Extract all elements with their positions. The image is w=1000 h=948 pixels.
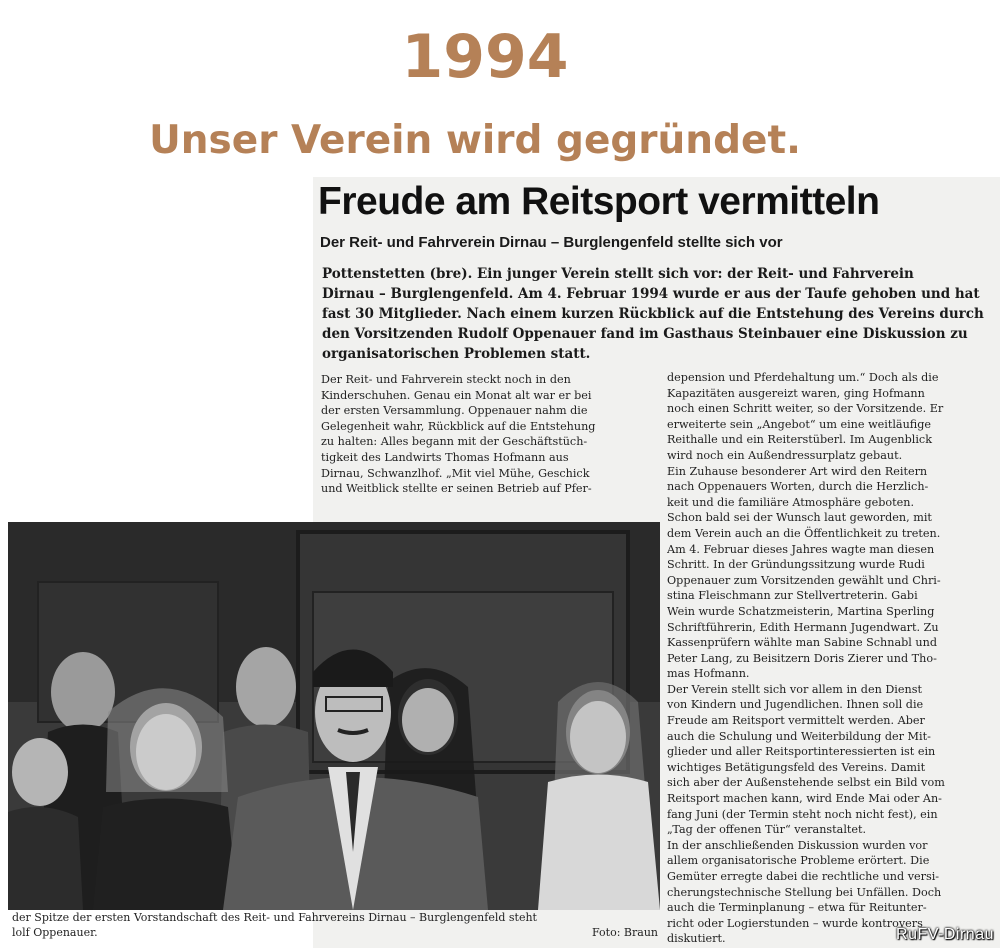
column-line: und Weitblick stellte er seinen Betrieb auf Pfer- <box>321 482 592 496</box>
group-photo <box>8 522 660 910</box>
column-line: erweiterte sein „Angebot“ um eine weitläufige <box>667 417 932 431</box>
lead-line: organisatorischen Problemen statt. <box>322 346 591 362</box>
column-line: von Kindern und Jugendlichen. Ihnen soll die <box>667 698 924 712</box>
column-line: diskutiert. <box>667 932 726 946</box>
column-line: Reitsport machen kann, wird Ende Mai oder An- <box>667 792 942 806</box>
column-line: Freude am Reitsport vermittelt werden. Aber <box>667 714 925 728</box>
column-line: allem organisatorische Probleme erörtert. Die <box>667 854 930 868</box>
article-headline: Freude am Reitsport vermitteln <box>318 180 880 223</box>
column-line: glieder und aller Reitsportinteressierten ist ein <box>667 745 936 759</box>
column-line: Gelegenheit wahr, Rückblick auf die Entstehung <box>321 419 596 433</box>
column-line: Schon bald sei der Wunsch laut geworden, mit <box>667 511 932 525</box>
column-line: Schritt. In der Gründungssitzung wurde Rudi <box>667 558 925 572</box>
lead-line: Dirnau – Burglengenfeld. Am 4. Februar 1994 wurde er aus der Taufe gehoben und hat <box>322 286 980 302</box>
column-line: „Tag der offenen Tür“ veranstaltet. <box>667 823 867 837</box>
article-column-left <box>321 372 656 497</box>
column-line: Oppenauer zum Vorsitzenden gewählt und Chri- <box>667 573 941 587</box>
lead-line: Pottenstetten (bre). Ein junger Verein stellt sich vor: der Reit- und Fahrverein <box>322 266 914 282</box>
lead-line: den Vorsitzenden Rudolf Oppenauer fand im Gasthaus Steinbauer eine Diskussion zu <box>322 326 968 342</box>
column-line: Der Reit- und Fahrverein steckt noch in den <box>321 373 571 386</box>
column-line: sich aber der Außenstehende selbst ein Bild vom <box>667 776 945 790</box>
column-line: Schriftführerin, Edith Hermann Jugendwart. Zu <box>667 620 939 634</box>
column-line: fang Juni (der Termin steht noch nicht fest), ein <box>667 807 938 821</box>
column-line: zu halten: Alles begann mit der Geschäftstüch- <box>321 435 588 449</box>
photo-credit: Foto: Braun <box>592 926 658 939</box>
column-line: dem Verein auch an die Öffentlichkeit zu treten. <box>667 526 941 540</box>
column-line: noch einen Schritt weiter, so der Vorsitzende. Er <box>667 402 944 416</box>
column-line: auch die Schulung und Weiterbildung der Mit- <box>667 729 931 743</box>
article-column-right <box>667 370 1000 947</box>
column-line: Kapazitäten ausgereizt waren, ging Hofmann <box>667 386 925 400</box>
article-lead <box>322 264 1000 364</box>
column-line: tigkeit des Landwirts Thomas Hofmann aus <box>321 450 569 464</box>
page-subtitle: Unser Verein wird gegründet. <box>149 118 801 163</box>
column-line: nach Oppenauers Worten, durch die Herzlich- <box>667 480 929 494</box>
photo-caption <box>12 910 662 940</box>
column-line: cherungstechnische Stellung bei Unfällen. Doch <box>667 885 942 899</box>
column-line: stina Fleischmann zur Stellvertreterin. Gabi <box>667 589 918 603</box>
column-line: Gemüter erregte dabei die rechtliche und versi- <box>667 870 940 883</box>
column-line: Kinderschuhen. Genau ein Monat alt war er bei <box>321 388 592 402</box>
column-line: mas Hofmann. <box>667 667 750 681</box>
column-line: keit und die familiäre Atmosphäre geboten. <box>667 495 915 509</box>
lead-line: fast 30 Mitglieder. Nach einem kurzen Rückblick auf die Entstehung des Vereins durch <box>322 306 984 322</box>
column-line: auch die Terminplanung – etwa für Reitunter- <box>667 901 927 915</box>
column-line: wird noch ein Außendressurplatz gebaut. <box>667 448 903 462</box>
watermark: RuFV-Dirnau <box>896 926 994 943</box>
column-line: Dirnau, Schwanzlhof. „Mit viel Mühe, Geschick <box>321 466 590 480</box>
caption-line: lolf Oppenauer. <box>12 926 98 939</box>
column-line: Am 4. Februar dieses Jahres wagte man diesen <box>667 542 935 556</box>
caption-line: der Spitze der ersten Vorstandschaft des Reit- und Fahrvereins Dirnau – Burglengenfeld steht <box>12 911 537 924</box>
year-heading: 1994 <box>401 22 569 92</box>
column-line: Reithalle und ein Reiterstüberl. Im Augenblick <box>667 433 932 447</box>
column-line: Peter Lang, zu Beisitzern Doris Zierer und Tho- <box>667 651 937 665</box>
column-line: Wein wurde Schatzmeisterin, Martina Sperling <box>667 604 935 618</box>
column-line: Der Verein stellt sich vor allem in den Dienst <box>667 682 922 696</box>
column-line: Ein Zuhause besonderer Art wird den Reitern <box>667 464 928 478</box>
column-line: In der anschließenden Diskussion wurden vor <box>667 838 928 852</box>
column-line: wichtiges Betätigungsfeld des Vereins. Damit <box>667 760 926 774</box>
column-line: depension und Pferdehaltung um.“ Doch als die <box>667 371 939 384</box>
column-line: richt oder Logierstunden – wurde kontrovers <box>667 916 923 930</box>
article-subheadline: Der Reit- und Fahrverein Dirnau – Burglengenfeld stellte sich vor <box>320 234 783 251</box>
column-line: der ersten Versammlung. Oppenauer nahm die <box>321 404 588 418</box>
column-line: Kassenprüfern wählte man Sabine Schnabl und <box>667 636 937 650</box>
